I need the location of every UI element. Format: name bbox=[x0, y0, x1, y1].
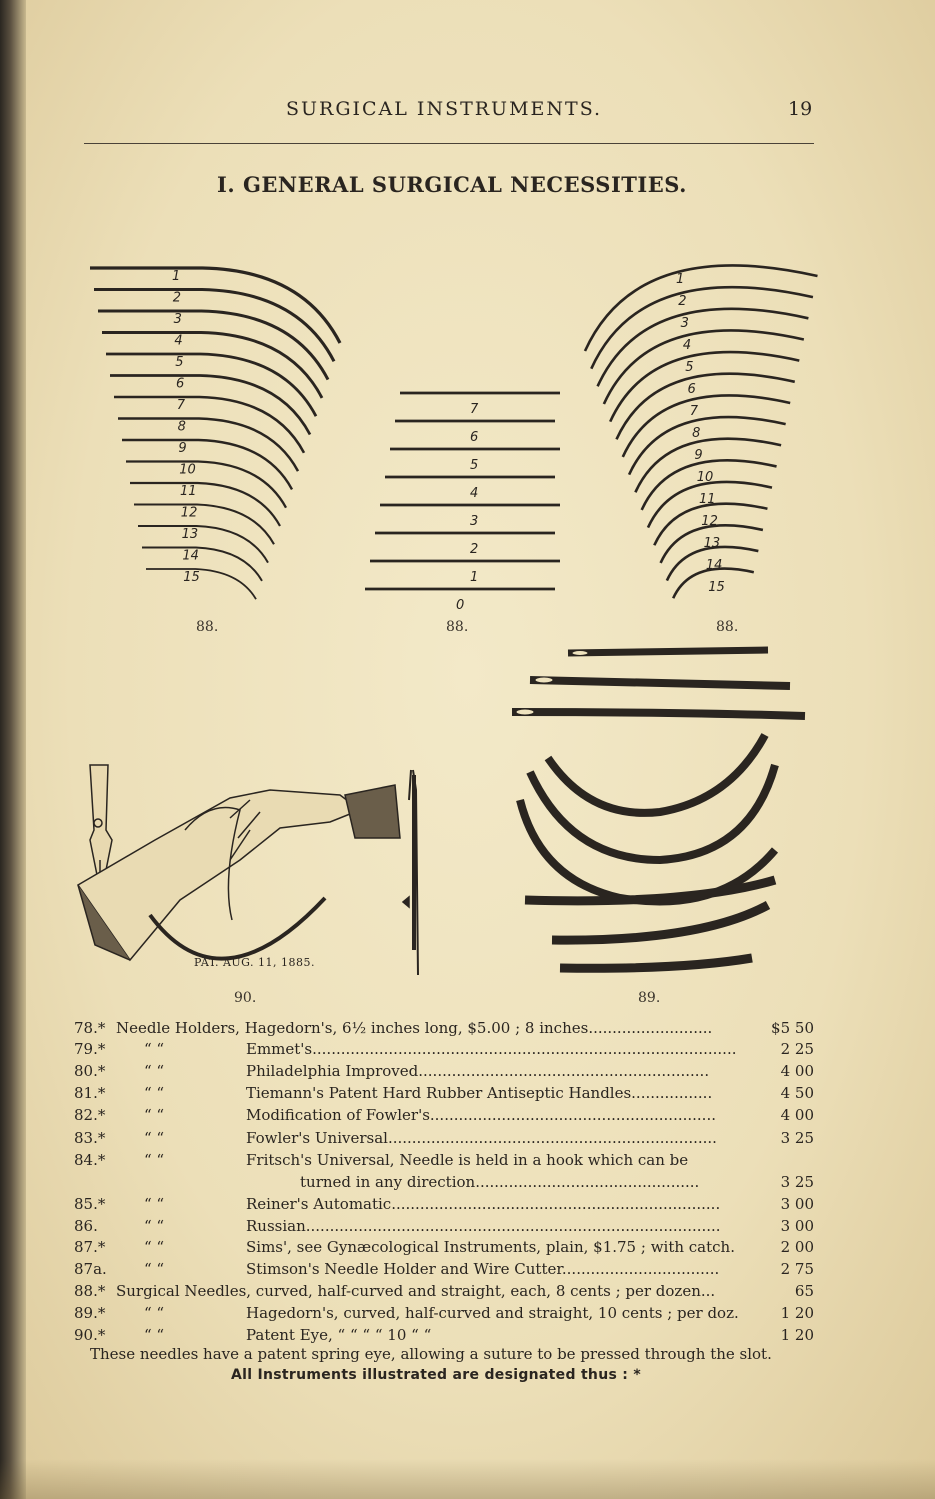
item-number: 87a. bbox=[74, 1260, 107, 1278]
item-price: 3 00 bbox=[780, 1195, 814, 1213]
item-number: 83.* bbox=[74, 1129, 106, 1147]
item-price: 4 00 bbox=[780, 1062, 814, 1080]
ditto-marks: “ “ bbox=[144, 1040, 165, 1058]
needle-size-label: 10 bbox=[179, 462, 196, 478]
item-price: 3 00 bbox=[780, 1217, 814, 1235]
needle-size-label: 5 bbox=[470, 458, 479, 473]
item-price: $5 50 bbox=[771, 1019, 814, 1037]
needle-size-label: 2 bbox=[470, 542, 479, 557]
price-list-row bbox=[74, 1105, 814, 1126]
item-number: 90.* bbox=[74, 1326, 106, 1344]
footer-note: These needles have a patent spring eye, allowing a suture to be pressed through the slot. bbox=[90, 1345, 772, 1363]
price-list-row bbox=[74, 1018, 814, 1039]
needle bbox=[98, 311, 328, 380]
curved-needles-figure bbox=[585, 265, 818, 598]
running-title: SURGICAL INSTRUMENTS. bbox=[286, 98, 603, 120]
item-number: 82.* bbox=[74, 1106, 106, 1124]
ditto-marks: “ “ bbox=[144, 1084, 165, 1102]
needle-size-label: 3 bbox=[680, 316, 689, 331]
patent-date: PAT. AUG. 11, 1885. bbox=[194, 956, 316, 969]
needle bbox=[134, 505, 274, 545]
ditto-marks: “ “ bbox=[144, 1238, 165, 1256]
price-list-row bbox=[74, 1039, 814, 1060]
needle-size-label: 13 bbox=[703, 536, 721, 551]
needle bbox=[610, 352, 799, 422]
ditto-marks: “ “ bbox=[144, 1326, 165, 1344]
hagedorn-needles-figure bbox=[512, 650, 805, 968]
item-number: 87.* bbox=[74, 1238, 106, 1256]
straight-needles-figure bbox=[365, 393, 560, 613]
item-description: Fritsch's Universal, Needle is held in a hook which can be bbox=[246, 1151, 689, 1169]
needle bbox=[106, 354, 316, 416]
price-list-row bbox=[74, 1237, 814, 1258]
fig-89-caption: 89. bbox=[638, 990, 661, 1006]
needle bbox=[142, 548, 262, 581]
designation-note: All Instruments illustrated are designated thus : * bbox=[231, 1367, 641, 1383]
patent-eye-needle-figure bbox=[78, 765, 418, 975]
needle-size-label: 3 bbox=[173, 312, 182, 327]
needle-size-label: 9 bbox=[178, 441, 187, 456]
item-price: 4 50 bbox=[780, 1084, 814, 1102]
needle bbox=[617, 374, 795, 440]
needle-size-label: 7 bbox=[470, 402, 479, 417]
ditto-marks: “ “ bbox=[144, 1217, 165, 1235]
ditto-marks: “ “ bbox=[144, 1129, 165, 1147]
needle-size-label: 7 bbox=[176, 398, 186, 413]
needle-size-label: 5 bbox=[685, 360, 694, 375]
item-price: 2 00 bbox=[780, 1238, 814, 1256]
needle-size-label: 14 bbox=[705, 558, 723, 573]
needle-size-label: 11 bbox=[180, 484, 197, 499]
item-price: 2 25 bbox=[780, 1040, 814, 1058]
needle-size-label: 9 bbox=[694, 448, 703, 463]
needle-size-label: 3 bbox=[470, 514, 479, 529]
needle bbox=[102, 333, 322, 398]
needle-size-label: 1 bbox=[172, 269, 181, 284]
item-description: Philadelphia Improved............................................................. bbox=[246, 1062, 710, 1080]
price-list-row bbox=[74, 1216, 814, 1237]
needle bbox=[146, 569, 256, 599]
fig-88-caption-right: 88. bbox=[716, 619, 739, 635]
page-edge-shade bbox=[0, 1459, 935, 1499]
price-list-row bbox=[74, 1128, 814, 1149]
needle-size-label: 2 bbox=[678, 294, 687, 309]
ditto-marks: “ “ bbox=[144, 1062, 165, 1080]
needle bbox=[110, 376, 310, 435]
price-list-row bbox=[74, 1172, 814, 1193]
item-price: 4 00 bbox=[780, 1106, 814, 1124]
needle-size-label: 6 bbox=[687, 382, 696, 397]
needle-size-label: 4 bbox=[470, 486, 479, 501]
needle-size-label: 6 bbox=[176, 376, 185, 392]
fig-88-caption-left: 88. bbox=[196, 619, 219, 635]
half-curved-needles-figure bbox=[90, 268, 340, 599]
needle bbox=[585, 265, 818, 351]
price-list-row bbox=[74, 1303, 814, 1324]
needle-size-label: 8 bbox=[692, 426, 701, 441]
needle-size-label: 5 bbox=[175, 355, 184, 370]
item-description: Modification of Fowler's............................................................ bbox=[246, 1106, 716, 1124]
item-number: 86. bbox=[74, 1217, 98, 1235]
item-number: 84.* bbox=[74, 1151, 106, 1169]
price-list-row bbox=[74, 1083, 814, 1104]
page-number: 19 bbox=[788, 98, 813, 120]
ditto-marks: “ “ bbox=[144, 1195, 165, 1213]
section-title: I. GENERAL SURGICAL NECESSITIES. bbox=[217, 172, 687, 197]
item-number: 80.* bbox=[74, 1062, 106, 1080]
item-price: 65 bbox=[794, 1282, 814, 1300]
item-description: Russian....................................................................................... bbox=[246, 1217, 721, 1235]
item-description: Stimson's Needle Holder and Wire Cutter................................. bbox=[246, 1260, 720, 1278]
needle-size-label: 10 bbox=[696, 470, 714, 485]
item-number: 79.* bbox=[74, 1040, 106, 1058]
item-description: Fowler's Universal..................................................................... bbox=[246, 1129, 717, 1147]
needle bbox=[604, 330, 804, 404]
needle-size-label: 8 bbox=[177, 419, 186, 435]
item-number: 78.* bbox=[74, 1019, 106, 1037]
fig-88-caption-middle: 88. bbox=[446, 619, 469, 635]
item-description: Surgical Needles, curved, half-curved and straight, each, 8 cents ; per dozen... bbox=[116, 1282, 716, 1300]
item-price: 3 25 bbox=[780, 1129, 814, 1147]
fig-90-caption: 90. bbox=[234, 990, 257, 1006]
price-list-row bbox=[74, 1281, 814, 1302]
item-price: 2 75 bbox=[780, 1260, 814, 1278]
ditto-marks: “ “ bbox=[144, 1260, 165, 1278]
needle-size-label: 4 bbox=[174, 333, 183, 349]
ditto-marks: “ “ bbox=[144, 1151, 165, 1169]
needle-size-label: 12 bbox=[180, 505, 198, 521]
price-list-row bbox=[74, 1194, 814, 1215]
item-description: turned in any direction............................................... bbox=[300, 1173, 700, 1191]
item-description: Reiner's Automatic..................................................................... bbox=[246, 1195, 721, 1213]
item-price: 3 25 bbox=[780, 1173, 814, 1191]
item-description: Tiemann's Patent Hard Rubber Antiseptic Handles................. bbox=[246, 1084, 713, 1102]
ditto-marks: “ “ bbox=[144, 1106, 165, 1124]
needle-size-label: 1 bbox=[676, 272, 685, 287]
item-price: 1 20 bbox=[780, 1304, 814, 1322]
needle-size-label: 11 bbox=[699, 492, 716, 507]
needle-size-label: 1 bbox=[470, 570, 479, 585]
needle-size-label: 7 bbox=[689, 404, 699, 419]
needle-size-label: 15 bbox=[708, 580, 725, 595]
item-description: Sims', see Gynæcological Instruments, plain, $1.75 ; with catch. bbox=[246, 1238, 735, 1256]
price-list-row bbox=[74, 1325, 814, 1346]
needle-size-label: 4 bbox=[682, 338, 692, 353]
needle bbox=[138, 526, 268, 563]
needle bbox=[94, 290, 334, 362]
item-number: 89.* bbox=[74, 1304, 106, 1322]
item-description: Patent Eye, “ “ “ “ 10 “ “ bbox=[246, 1326, 432, 1344]
ditto-marks: “ “ bbox=[144, 1304, 165, 1322]
price-list-row bbox=[74, 1259, 814, 1280]
needle-size-label: 14 bbox=[182, 548, 199, 564]
item-description: Emmet's......................................................................................... bbox=[246, 1040, 737, 1058]
needle-size-label: 12 bbox=[701, 514, 718, 529]
needle-size-label: 15 bbox=[183, 570, 200, 585]
item-description: Hagedorn's, curved, half-curved and straight, 10 cents ; per doz. bbox=[246, 1304, 739, 1322]
needle-size-label: 6 bbox=[470, 430, 479, 445]
item-number: 88.* bbox=[74, 1282, 106, 1300]
needle-size-label: 0 bbox=[456, 598, 465, 613]
needle-size-label: 13 bbox=[181, 527, 199, 542]
needle-size-label: 2 bbox=[172, 290, 182, 306]
item-price: 1 20 bbox=[780, 1326, 814, 1344]
price-list-row bbox=[74, 1150, 814, 1171]
item-number: 85.* bbox=[74, 1195, 106, 1213]
item-number: 81.* bbox=[74, 1084, 106, 1102]
item-description: Needle Holders, Hagedorn's, 6½ inches long, $5.00 ; 8 inches.......................... bbox=[116, 1019, 713, 1037]
price-list-row bbox=[74, 1061, 814, 1082]
needle bbox=[126, 462, 286, 508]
